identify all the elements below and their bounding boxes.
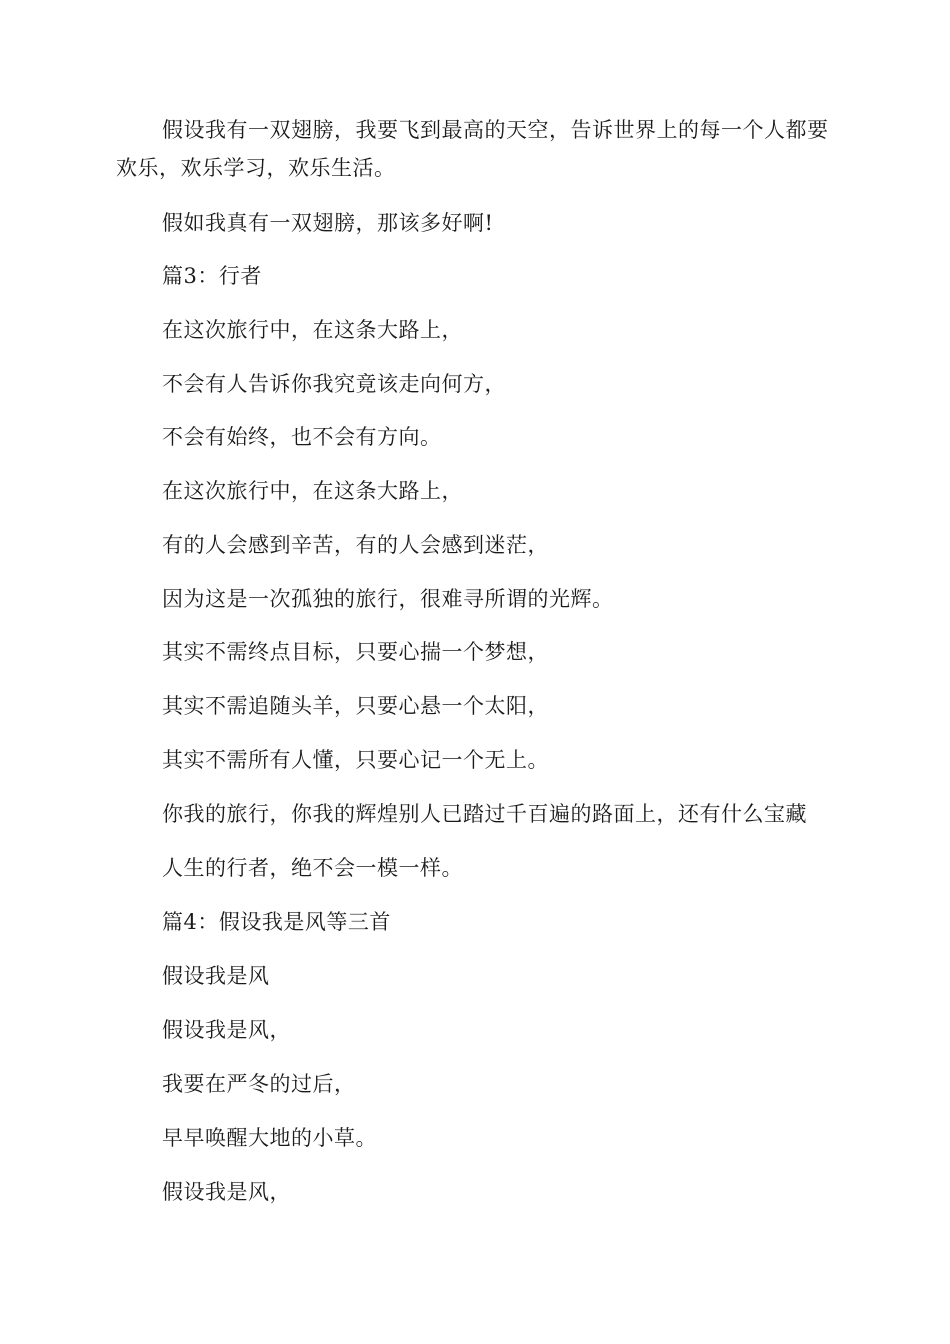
section-heading-4: 篇4：假设我是风等三首 — [162, 910, 391, 934]
poem-line: 其实不需所有人懂，只要心记一个无上。 — [162, 748, 549, 772]
poem-line: 我要在严冬的过后， — [162, 1072, 356, 1096]
section-heading-3: 篇3：行者 — [162, 264, 262, 288]
poem-line: 你我的旅行，你我的辉煌别人已踏过千百遍的路面上，还有什么宝藏 — [162, 802, 807, 826]
paragraph-wings-intro: 假设我有一双翅膀，我要飞到最高的天空，告诉世界上的每一个人都要欢乐，欢乐学习，欢乐生活。 — [116, 118, 829, 180]
poem-line: 在这次旅行中，在这条大路上， — [162, 318, 463, 342]
poem-line: 不会有人告诉你我究竟该走向何方， — [162, 372, 506, 396]
paragraph-wings-wish: 假如我真有一双翅膀，那该多好啊! — [162, 211, 494, 235]
poem-line: 早早唤醒大地的小草。 — [162, 1126, 377, 1150]
poem-title: 假设我是风 — [162, 964, 270, 988]
poem-line: 其实不需追随头羊，只要心悬一个太阳， — [162, 694, 549, 718]
poem-line: 人生的行者，绝不会一模一样。 — [162, 856, 463, 880]
poem-line: 在这次旅行中，在这条大路上， — [162, 479, 463, 503]
poem-line: 因为这是一次孤独的旅行，很难寻所谓的光辉。 — [162, 587, 614, 611]
poem-line: 假设我是风， — [162, 1180, 291, 1204]
poem-line: 不会有始终，也不会有方向。 — [162, 425, 442, 449]
poem-line: 其实不需终点目标，只要心揣一个梦想， — [162, 640, 549, 664]
poem-line: 有的人会感到辛苦，有的人会感到迷茫， — [162, 533, 549, 557]
poem-line: 假设我是风， — [162, 1018, 291, 1042]
